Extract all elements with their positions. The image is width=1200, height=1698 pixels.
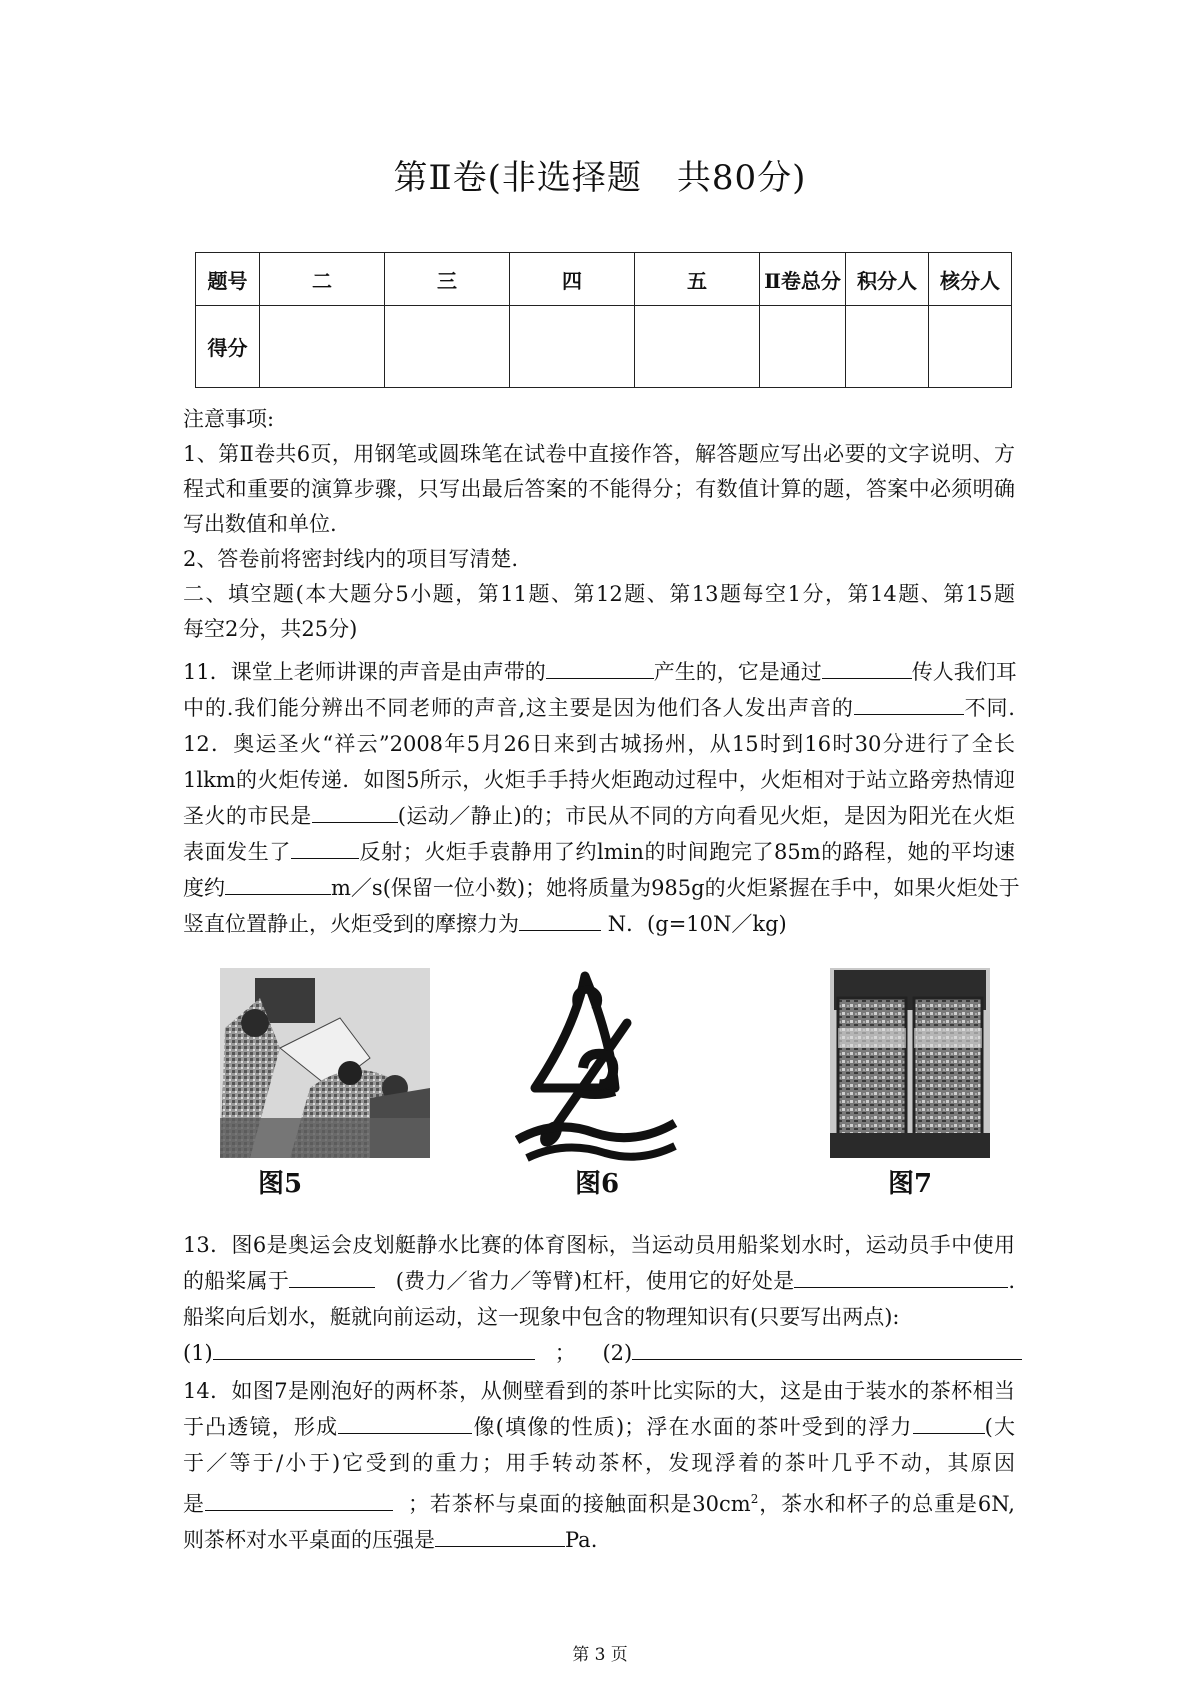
- score-cell[interactable]: [929, 306, 1012, 388]
- figure-5-photo: [220, 968, 430, 1158]
- score-table: [195, 252, 1012, 388]
- q11-text: 不同.: [963, 696, 1015, 720]
- table-header-cell: Ⅱ卷总分: [760, 253, 846, 306]
- score-cell[interactable]: [510, 306, 635, 388]
- q11-text: 传人我们耳: [911, 660, 1017, 684]
- table-header-cell: 题号: [196, 253, 260, 306]
- answer-blank[interactable]: [289, 1265, 375, 1288]
- answer-blank[interactable]: [794, 1265, 1008, 1288]
- q11-text: 中的.我们能分辨出不同老师的声音,这主要是因为他们各人发出声音的: [183, 696, 854, 720]
- score-table-header-row: [196, 253, 1012, 306]
- q14-text: 于凸透镜，形成: [183, 1415, 339, 1439]
- answer-blank[interactable]: [205, 1488, 393, 1511]
- notes-heading: 注意事项:: [183, 407, 275, 431]
- q14-superscript: 2: [750, 1492, 759, 1506]
- q14-text: 则茶杯对水平桌面的压强是: [183, 1528, 435, 1552]
- q12-text: m／s(保留一位小数)；她将质量为985g的火炬紧握在手中，如果火炬处于: [331, 876, 1020, 900]
- table-header-cell: 积分人: [846, 253, 929, 306]
- q14-text: Pa.: [565, 1528, 598, 1552]
- q12-text: N．(g=10N／kg): [607, 912, 787, 936]
- table-header-cell: 三: [385, 253, 510, 306]
- q12-text: 竖直位置静止，火炬受到的摩擦力为: [183, 912, 519, 936]
- q13-line: 13．图6是奥运会皮划艇静水比赛的体育图标，当运动员用船桨划水时，运动员手中使用: [183, 1233, 1015, 1257]
- q13-text: (1): [183, 1341, 213, 1365]
- notes-section: [183, 402, 1015, 647]
- q13-text: .: [1008, 1269, 1016, 1293]
- q12-text: 度约: [183, 876, 225, 900]
- q14-line: 于／等于/小于)它受到的重力；用手转动茶杯，发现浮着的茶叶几乎不动，其原因: [183, 1451, 1015, 1475]
- q12-text: 表面发生了: [183, 840, 291, 864]
- question-12: [183, 726, 1020, 942]
- score-cell[interactable]: [260, 306, 385, 388]
- q14-text: 像(填像的性质)；浮在水面的茶叶受到的浮力: [472, 1415, 913, 1439]
- question-11: [183, 654, 1015, 726]
- answer-blank[interactable]: [632, 1337, 1022, 1360]
- answer-blank[interactable]: [338, 1411, 472, 1434]
- answer-blank[interactable]: [225, 872, 331, 895]
- notes-item2: 2、答卷前将密封线内的项目写清楚.: [183, 547, 519, 571]
- q13-text: ；: [554, 1341, 576, 1365]
- score-cell[interactable]: [760, 306, 846, 388]
- q12-text: 反射；火炬手袁静用了约lmin的时间跑完了85m的路程，她的平均速: [358, 840, 1015, 864]
- figure-7-photo: [830, 968, 990, 1158]
- table-header-cell: 四: [510, 253, 635, 306]
- q12-text: 圣火的市民是: [183, 804, 312, 828]
- q13-line: 船桨向后划水，艇就向前运动，这一现象中包含的物理知识有(只要写出两点):: [183, 1305, 900, 1329]
- score-cell[interactable]: [385, 306, 510, 388]
- score-cell[interactable]: [846, 306, 929, 388]
- q11-text: 产生的，它是通过: [653, 660, 822, 684]
- question-13: [183, 1227, 1015, 1371]
- q14-line: 14．如图7是刚泡好的两杯茶，从侧壁看到的茶叶比实际的大，这是由于装水的茶杯相当: [183, 1379, 1015, 1403]
- answer-blank[interactable]: [435, 1524, 565, 1547]
- score-table-score-row: [196, 306, 1012, 388]
- notes-item1-line: 程式和重要的演算步骤，只写出最后答案的不能得分；有数值计算的题，答案中必须明确: [183, 477, 1015, 501]
- answer-blank[interactable]: [822, 656, 912, 679]
- table-header-cell: 五: [635, 253, 760, 306]
- table-header-cell: 核分人: [929, 253, 1012, 306]
- q14-text: ；若茶杯与桌面的接触面积是30cm: [407, 1492, 751, 1516]
- page-footer: 第 3 页: [572, 1645, 628, 1665]
- question-14: [183, 1373, 1015, 1558]
- q13-text: (2): [602, 1341, 633, 1365]
- section2-heading-line: 二、填空题(本大题分5小题，第11题、第12题、第13题每空1分，第14题、第15题: [183, 582, 1015, 606]
- q12-line: 1lkm的火炬传递．如图5所示，火炬手手持火炬跑动过程中，火炬相对于站立路旁热情迎: [183, 768, 1015, 792]
- q13-text: (费力／省力／等臂)杠杆，使用它的好处是: [395, 1269, 795, 1293]
- figure-6-pictogram: [515, 968, 680, 1163]
- answer-blank[interactable]: [546, 656, 654, 679]
- q12-line: 12．奥运圣火“祥云”2008年5月26日来到古城扬州，从15时到16时30分进行了全长: [183, 732, 1015, 756]
- q12-text: (运动／静止)的；市民从不同的方向看见火炬，是因为阳光在火炬: [397, 804, 1016, 828]
- figure-7-caption: 图7: [887, 1169, 933, 1199]
- notes-item1-line: 1、第Ⅱ卷共6页，用钢笔或圆珠笔在试卷中直接作答，解答题应写出必要的文字说明、方: [183, 442, 1015, 466]
- figure-5-caption: 图5: [257, 1169, 303, 1199]
- figures-row: [0, 968, 1200, 1218]
- q14-text: (大: [984, 1415, 1016, 1439]
- answer-blank[interactable]: [291, 836, 359, 859]
- notes-item1-line: 写出数值和单位.: [183, 512, 337, 536]
- score-cell[interactable]: [635, 306, 760, 388]
- answer-blank[interactable]: [913, 1411, 985, 1434]
- q13-text: 的船桨属于: [183, 1269, 290, 1293]
- q14-text: 是: [183, 1492, 205, 1516]
- figure-6-caption: 图6: [574, 1169, 620, 1199]
- table-header-cell: 二: [260, 253, 385, 306]
- answer-blank[interactable]: [519, 908, 601, 931]
- answer-blank[interactable]: [213, 1337, 535, 1360]
- table-row-label: 得分: [196, 306, 260, 388]
- q11-text: 11．课堂上老师讲课的声音是由声带的: [183, 660, 546, 684]
- section2-heading-line: 每空2分，共25分): [183, 617, 358, 641]
- answer-blank[interactable]: [312, 800, 398, 823]
- q14-text: ，茶水和杯子的总重是6N,: [758, 1492, 1015, 1516]
- answer-blank[interactable]: [854, 692, 964, 715]
- page-title: 第Ⅱ卷(非选择题 共80分): [393, 158, 807, 198]
